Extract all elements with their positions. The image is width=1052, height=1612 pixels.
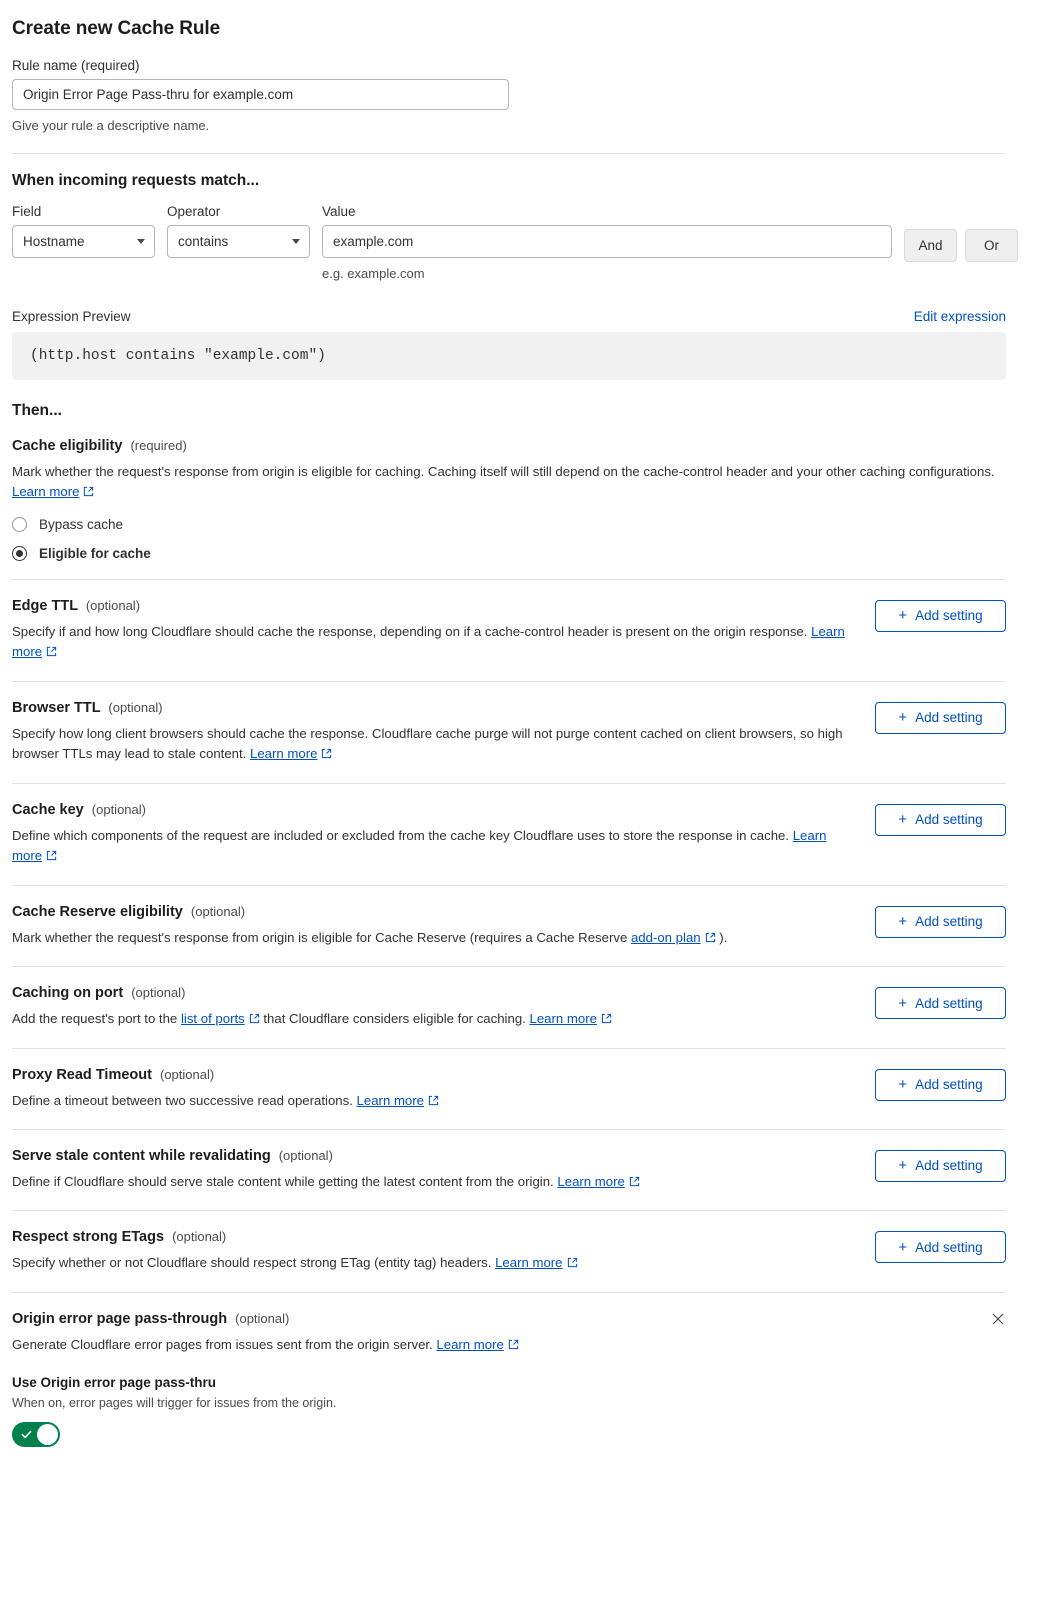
learn-more-link[interactable]: Learn more <box>436 1336 504 1352</box>
list-of-ports-link[interactable]: list of ports <box>180 1011 245 1027</box>
bypass-cache-option[interactable] <box>12 517 1006 532</box>
external-link-icon <box>629 1176 640 1187</box>
logic-buttons <box>904 229 1018 262</box>
eligible-for-cache-label: Eligible for cache <box>39 545 151 561</box>
add-setting-label: Add setting <box>915 812 983 828</box>
value-input[interactable] <box>322 225 892 258</box>
setting-respect-strong-etags <box>12 1210 1006 1291</box>
external-link-icon <box>601 1013 612 1024</box>
setting-description-mid: that Cloudflare considers eligible for caching. <box>263 1011 526 1027</box>
external-link-icon <box>249 1013 260 1024</box>
add-setting-label: Add setting <box>915 1077 983 1093</box>
operator-column <box>167 204 310 258</box>
origin-error-page-toggle-label: Use Origin error page pass-thru <box>12 1375 217 1391</box>
setting-title <box>12 1148 855 1164</box>
learn-more-link[interactable]: Learn more <box>12 484 80 500</box>
external-link-icon <box>508 1339 519 1350</box>
setting-optional: (optional) <box>131 985 186 1001</box>
setting-description <box>12 1091 855 1111</box>
value-hint: e.g. example.com <box>322 266 425 281</box>
and-button[interactable]: And <box>904 229 957 262</box>
setting-description <box>12 1172 855 1192</box>
setting-optional: (optional) <box>85 597 141 613</box>
add-setting-label: Add setting <box>915 995 983 1011</box>
add-setting-button[interactable] <box>875 1231 1006 1263</box>
setting-description <box>12 1009 855 1029</box>
setting-edge-ttl <box>12 580 1006 681</box>
setting-optional: (optional) <box>91 801 146 817</box>
setting-optional: (optional) <box>172 1229 227 1245</box>
setting-title <box>12 985 855 1001</box>
add-setting-button[interactable] <box>875 1150 1006 1182</box>
cache-eligibility-description <box>12 462 997 503</box>
setting-title <box>12 1067 855 1083</box>
value-column <box>322 204 892 281</box>
setting-title <box>12 598 855 614</box>
external-link-icon <box>46 850 57 861</box>
origin-error-page-toggle-sub: When on, error pages will trigger for issues from the origin. <box>12 1396 337 1411</box>
setting-optional: (optional) <box>108 699 163 715</box>
setting-description-text: Mark whether the request's response from origin is eligible for Cache Reserve (requires a Cache Reserve <box>12 929 628 945</box>
add-setting-button[interactable] <box>875 1069 1006 1101</box>
learn-more-link[interactable]: Learn more <box>249 746 318 762</box>
add-setting-label: Add setting <box>915 710 983 726</box>
external-link-icon <box>46 646 57 657</box>
setting-title-text: Edge TTL <box>12 597 78 614</box>
setting-description-text: Specify if and how long Cloudflare should cache the response, depending on if a cache-control header is present on the origin response. <box>12 623 808 639</box>
plus-icon: + <box>898 1238 908 1256</box>
learn-more-link[interactable]: Learn more <box>529 1011 597 1027</box>
learn-more-link[interactable]: Learn more <box>495 1255 563 1271</box>
setting-title-text: Cache Reserve eligibility <box>12 903 183 920</box>
expression-header <box>12 309 1006 324</box>
external-link-icon <box>321 748 332 759</box>
operator-label: Operator <box>167 204 221 219</box>
setting-caching-on-port <box>12 966 1006 1047</box>
add-setting-button[interactable] <box>875 600 1006 632</box>
or-button[interactable]: Or <box>965 229 1018 262</box>
close-icon[interactable] <box>990 1311 1006 1327</box>
rule-name-input[interactable] <box>12 79 509 110</box>
add-setting-button[interactable] <box>875 804 1006 836</box>
origin-error-page-title <box>12 1311 1006 1327</box>
plus-icon: + <box>898 709 908 727</box>
rule-name-help: Give your rule a descriptive name. <box>12 118 210 133</box>
cache-eligibility-title <box>12 438 1006 454</box>
add-setting-label: Add setting <box>915 1158 983 1174</box>
setting-proxy-read-timeout <box>12 1048 1006 1129</box>
chevron-down-icon <box>292 239 300 244</box>
field-label: Field <box>12 204 42 219</box>
toggle-knob <box>37 1424 58 1445</box>
setting-title <box>12 1229 855 1245</box>
origin-error-page-description <box>12 1335 997 1355</box>
setting-browser-ttl <box>12 681 1006 783</box>
field-select[interactable] <box>12 225 155 258</box>
setting-title <box>12 904 855 920</box>
setting-optional: (optional) <box>190 903 246 919</box>
learn-more-link[interactable]: Learn more <box>12 623 845 660</box>
add-setting-label: Add setting <box>915 608 983 624</box>
setting-origin-error-page-pass-through <box>12 1292 1006 1447</box>
origin-error-page-optional: (optional) <box>235 1310 290 1326</box>
external-link-icon <box>567 1257 578 1268</box>
eligible-for-cache-option[interactable] <box>12 546 1006 561</box>
then-heading: Then... <box>12 402 62 419</box>
bypass-cache-label: Bypass cache <box>39 516 124 532</box>
add-setting-button[interactable] <box>875 906 1006 938</box>
rule-name-label: Rule name (required) <box>12 58 140 73</box>
expression-preview: (http.host contains "example.com") <box>12 332 1006 380</box>
plus-icon: + <box>898 994 908 1012</box>
setting-description <box>12 724 855 765</box>
origin-error-page-toggle[interactable] <box>12 1422 60 1447</box>
origin-error-page-description-text: Generate Cloudflare error pages from issues sent from the origin server. <box>12 1336 433 1352</box>
setting-title-text: Browser TTL <box>12 699 101 716</box>
cache-eligibility-section <box>12 438 1006 580</box>
check-icon <box>21 1427 32 1438</box>
setting-description-text: Define if Cloudflare should serve stale content while getting the latest content from the origin. <box>12 1173 554 1189</box>
setting-title <box>12 700 855 716</box>
add-setting-button[interactable] <box>875 702 1006 734</box>
external-link-icon <box>83 486 94 497</box>
divider <box>12 153 1006 154</box>
external-link-icon <box>705 932 716 943</box>
setting-description <box>12 928 855 948</box>
add-on-plan-link[interactable]: add-on plan <box>630 929 701 945</box>
radio-bypass-cache[interactable] <box>12 517 27 532</box>
operator-select-value[interactable]: contains <box>167 225 310 258</box>
setting-title-text: Respect strong ETags <box>12 1229 165 1246</box>
match-heading: When incoming requests match... <box>12 172 260 189</box>
field-select-value[interactable]: Hostname <box>12 225 155 258</box>
radio-eligible-for-cache[interactable] <box>12 546 27 561</box>
external-link-icon <box>428 1095 439 1106</box>
setting-optional: (optional) <box>278 1147 333 1163</box>
origin-error-page-title-text: Origin error page pass-through <box>12 1310 228 1327</box>
cache-eligibility-title-text: Cache eligibility <box>12 438 123 454</box>
setting-description-text: Define a timeout between two successive read operations. <box>12 1092 353 1108</box>
plus-icon: + <box>898 913 908 931</box>
chevron-down-icon <box>137 239 145 244</box>
expression-preview-label: Expression Preview <box>12 309 131 324</box>
setting-cache-key <box>12 783 1006 885</box>
learn-more-link[interactable]: Learn more <box>557 1173 625 1189</box>
add-setting-button[interactable] <box>875 987 1006 1019</box>
setting-cache-reserve-eligibility <box>12 885 1006 966</box>
add-setting-label: Add setting <box>915 914 983 930</box>
setting-description-text: Specify whether or not Cloudflare should respect strong ETag (entity tag) headers. <box>12 1255 492 1271</box>
plus-icon: + <box>898 607 908 625</box>
edit-expression-link[interactable]: Edit expression <box>913 309 1006 324</box>
setting-title-text: Caching on port <box>12 985 124 1002</box>
setting-title-text: Cache key <box>12 801 84 818</box>
add-setting-label: Add setting <box>915 1239 983 1255</box>
setting-description <box>12 1253 855 1273</box>
setting-title-text: Proxy Read Timeout <box>12 1066 152 1083</box>
page-title: Create new Cache Rule <box>12 18 221 39</box>
setting-optional: (optional) <box>159 1066 215 1082</box>
plus-icon: + <box>898 1157 908 1175</box>
setting-serve-stale-content <box>12 1129 1006 1210</box>
learn-more-link[interactable]: Learn more <box>356 1092 424 1108</box>
field-column <box>12 204 155 258</box>
value-label: Value <box>322 204 356 219</box>
setting-title <box>12 802 855 818</box>
setting-title-text: Serve stale content while revalidating <box>12 1147 271 1164</box>
setting-description-suffix: ). <box>719 929 728 945</box>
setting-description-text: Add the request's port to the <box>12 1011 178 1027</box>
plus-icon: + <box>898 811 908 829</box>
operator-select[interactable] <box>167 225 310 258</box>
cache-eligibility-required: (required) <box>130 438 187 453</box>
learn-more-link[interactable]: Learn more <box>12 827 827 864</box>
setting-description <box>12 622 855 663</box>
cache-eligibility-description-text: Mark whether the request's response from origin is eligible for caching. Caching itself will still depend on the cache-control header and your other caching configurations. <box>12 464 995 479</box>
match-row <box>12 204 1006 281</box>
plus-icon: + <box>898 1076 908 1094</box>
setting-description-text: Define which components of the request are included or excluded from the cache key Cloudflare uses to store the response in cache. <box>12 827 790 843</box>
setting-description-text: Specify how long client browsers should cache the response. Cloudflare cache purge will not purge content cached on client browsers, so high browser TTLs may lead to stale content. <box>12 725 843 762</box>
setting-description <box>12 826 855 867</box>
